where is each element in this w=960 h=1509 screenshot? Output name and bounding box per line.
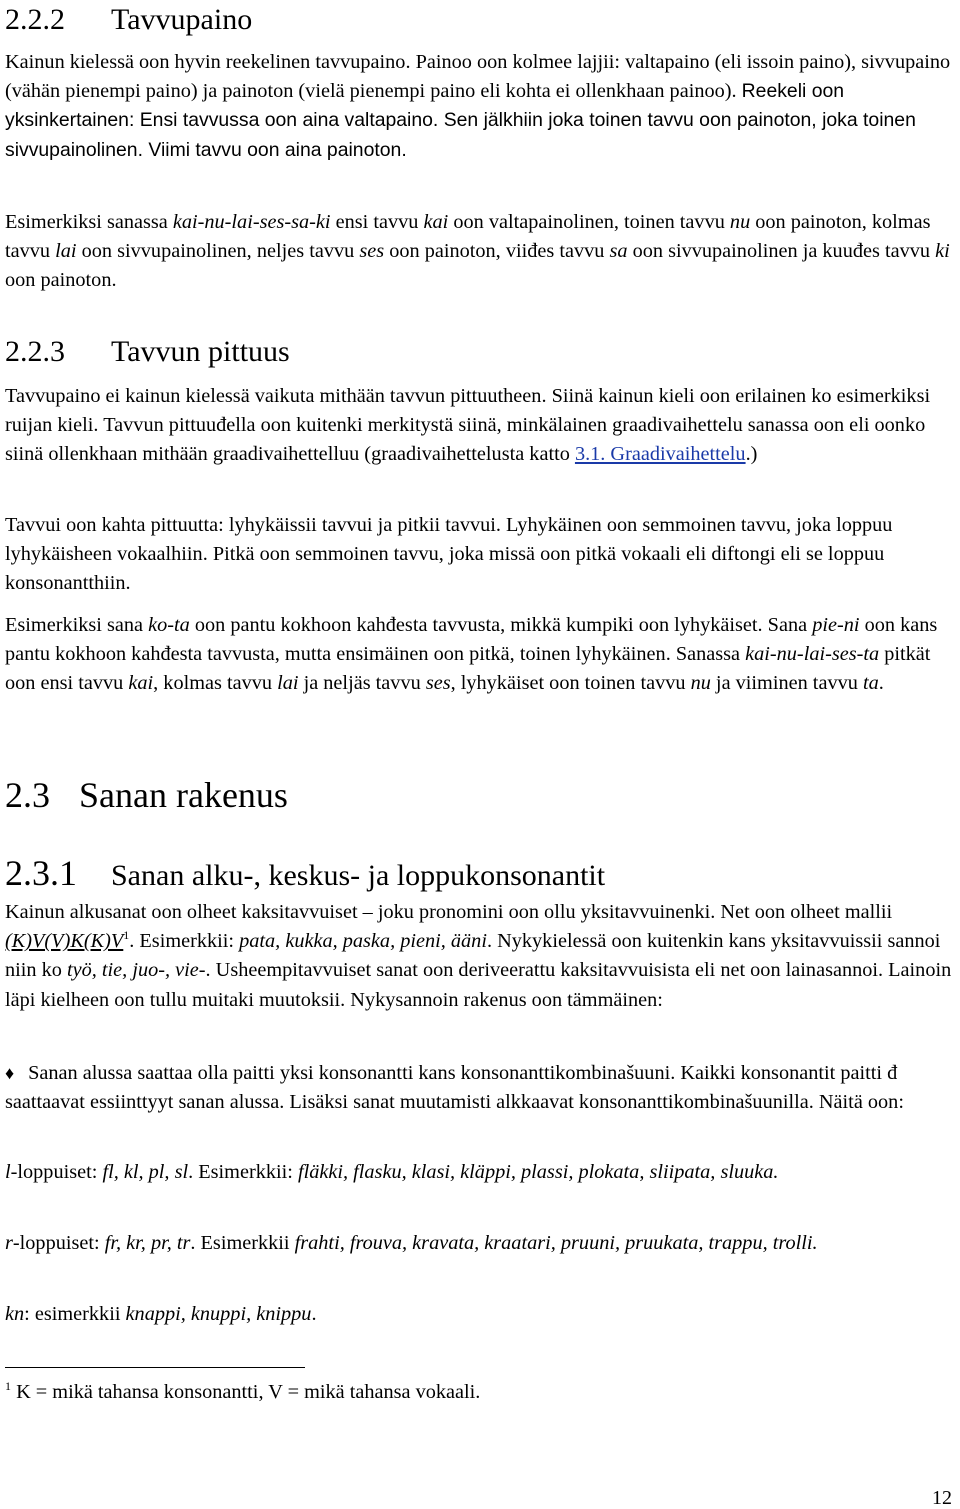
text: . [878,672,884,695]
section-number: 2.2.2 [5,3,65,36]
paragraph-length-examples [5,611,953,699]
cluster-letter: r [5,1232,13,1254]
example-word: lai [277,672,299,695]
section-title: Tavvun pittuus [111,335,290,368]
example-word: kai [128,672,154,695]
example-word: ko-ta [148,614,190,636]
example-words: pata, kukka, paska, pieni, ääni [239,930,487,953]
footnote-marker[interactable]: 1 [123,928,130,943]
footnote-number: 1 [5,1379,11,1394]
cluster-letter: l [5,1161,11,1183]
clusters: fl, kl, pl, sl [102,1161,189,1183]
footnote-text: K = mikä tahansa konsonantti, V = mikä tahansa vokaali. [11,1381,481,1403]
paragraph-text-sans: Reekeli oon yksinkertainen: Ensi tavvussa oon aina valtapaino. Sen jälkhiin joka toinen tavvu oon painoton, joka toinen sivvupainolinen. Viimi tavvu oon aina painoton. [5,80,916,161]
example-word: ta [862,672,879,695]
text: oon pantu kokhoon kahđesta tavvusta, mikkä kumpiki oon lyhykäiset. Sana [189,614,813,636]
text: Esimerkiksi sanassa [5,211,173,233]
section-heading-2-2-3 [5,334,290,370]
page-number: 12 [932,1487,952,1509]
text: ja viiminen tavvu [710,672,863,695]
text: ja neljäs tavvu [298,672,426,695]
text: Sanan alussa saattaa olla paitti yksi konsonantti kans konsonanttikombinašuuni. Kaikki konsonantit paitti đ saattaavat essiinttyyt sanan alussa. Lisäksi sanat muutamisti alkkaavat konsonanttikombinašuunilla. Näitä oon: [5,1062,904,1114]
text: .) [745,443,758,466]
example-words: frahti, frouva, kravata, kraatari, pruuni, pruukata, trappu, trolli. [294,1232,818,1254]
footnote [5,1378,480,1406]
text: ensi tavvu [330,211,424,233]
diamond-bullet-icon: ♦ [5,1063,15,1083]
paragraph-word-structure [5,898,953,1015]
section-heading-2-2-2 [5,2,252,38]
kn-cluster-list [5,1300,953,1329]
example-word: nu [729,211,751,233]
footnote-divider [5,1367,305,1368]
text: Kainun alkusanat oon olheet kaksitavvuiset – joku pronomini oon ollu yksitavvuinenki. Net oon olheet mallii [5,901,893,923]
text: Esimerkiksi sana [5,614,149,636]
text: , kolmas tavvu [153,672,278,695]
text: oon painoton. [5,269,117,292]
section-heading-2-3-1 [5,853,605,896]
text: -loppuiset: [12,1232,105,1254]
r-cluster-list [5,1229,953,1258]
text: . Nykykielessä oon kuitenkin kans yksitavvuissii sannoi niin ko [5,930,941,982]
text: , lyhykäiset oon toinen tavvu [450,672,691,695]
example-word: sa [609,240,628,263]
text: Tavvui oon kahta pittuutta: lyhykäissii tavvui ja pitkii tavvui. Lyhykäinen oon semmoinen tavvu, joka loppuu lyhykäisheen vokaalhiin. Pitkä oon semmoinen tavvu, joka missä oon pitkä vokaali eli diftongi eli se loppuu konsonantthiin. [5,514,893,595]
pattern-formula: (K)V(V)K(K)V [5,930,124,953]
example-word: ses [425,672,451,695]
example-words: knappi, knuppi, knippu [125,1303,312,1325]
text: Tavvupaino ei kainun kielessä vaikuta mithään tavvun pittuutheen. Siinä kainun kieli oon erilainen ko esimerkiksi ruijan kieli. Tavvun pittuuđella oon kuitenki merkitystä siinä, minkälainen graadivaihettelu sanassa oon eli oonko siinä ollenkhaan mithään graadivaihettelluu (graadivaihettelusta katto [5,385,931,466]
paragraph-text: Kainun kielessä oon hyvin reekelinen tavvupaino. Painoo oon kolmee lajjii: valtapaino (eli issoin paino), sivvupaino (vähän pienempi paino) ja painoton (vielä pienempi paino eli kohta ei ollenkhaan painoo). [5,51,951,103]
text: oon sivvupainolinen, neljes tavvu [76,240,360,263]
section-heading-2-3 [5,775,288,815]
section-title: Sanan alku-, keskus- ja loppukonsonantit [111,859,606,892]
paragraph-stress-intro [5,48,953,165]
text: . Esimerkkii: [129,930,240,953]
l-cluster-list [5,1158,953,1187]
example-word: ki [935,240,950,263]
example-word: kai-nu-lai-ses-ta [745,643,880,666]
text: -loppuiset: [10,1161,103,1183]
text: pitkät oon ensi tavvu [5,643,931,695]
clusters: fr, kr, pr, tr [104,1232,191,1254]
example-word: kai-nu-lai-ses-sa-ki [172,211,331,233]
bullet-paragraph [5,1059,953,1117]
text: oon painoton, viiđes tavvu [384,240,610,263]
text: : esimerkkii [24,1303,126,1325]
example-word: ses [359,240,385,263]
paragraph-stress-example [5,208,953,296]
example-words: fläkki, flasku, klasi, kläppi, plassi, plokata, sliipata, sluuka. [297,1161,779,1183]
paragraph-length-intro [5,382,953,470]
text: . [311,1303,317,1325]
text: oon valtapainolinen, toinen tavvu [448,211,730,233]
text: . Esimerkkii: [188,1161,298,1183]
example-words: työ, tie, juo-, vie- [66,959,206,982]
section-title: Sanan rakenus [79,775,288,815]
section-number: 2.2.3 [5,335,65,368]
text: oon kans pantu kokhoon kahđesta tavvusta, mutta ensimäinen oon pitkä, toinen lyhykäinen. Sanassa [5,614,938,666]
graadivaihettelu-link[interactable]: 3.1. Graadivaihettelu [574,443,746,466]
section-number: 2.3.1 [5,853,77,893]
text: oon painoton, kolmas tavvu [5,211,931,263]
section-title: Tavvupaino [111,3,253,36]
example-word: nu [690,672,711,695]
text: . Esimerkkii [190,1232,295,1254]
section-number: 2.3 [5,775,50,815]
text: . Usheempitavvuiset sanat oon deriveerattu kaksitavvuisista eli net oon lainasannoi. Lainoin läpi kielheen oon tullu muitaki muutoksii. Nykysannoin rakenus oon tämmäinen: [5,959,952,1011]
example-word: lai [55,240,77,263]
text: oon sivvupainolinen ja kuuđes tavvu [627,240,936,263]
example-word: kai [423,211,449,233]
example-word: pie-ni [812,614,860,636]
cluster-letters: kn [5,1303,25,1325]
paragraph-length-types [5,511,953,599]
